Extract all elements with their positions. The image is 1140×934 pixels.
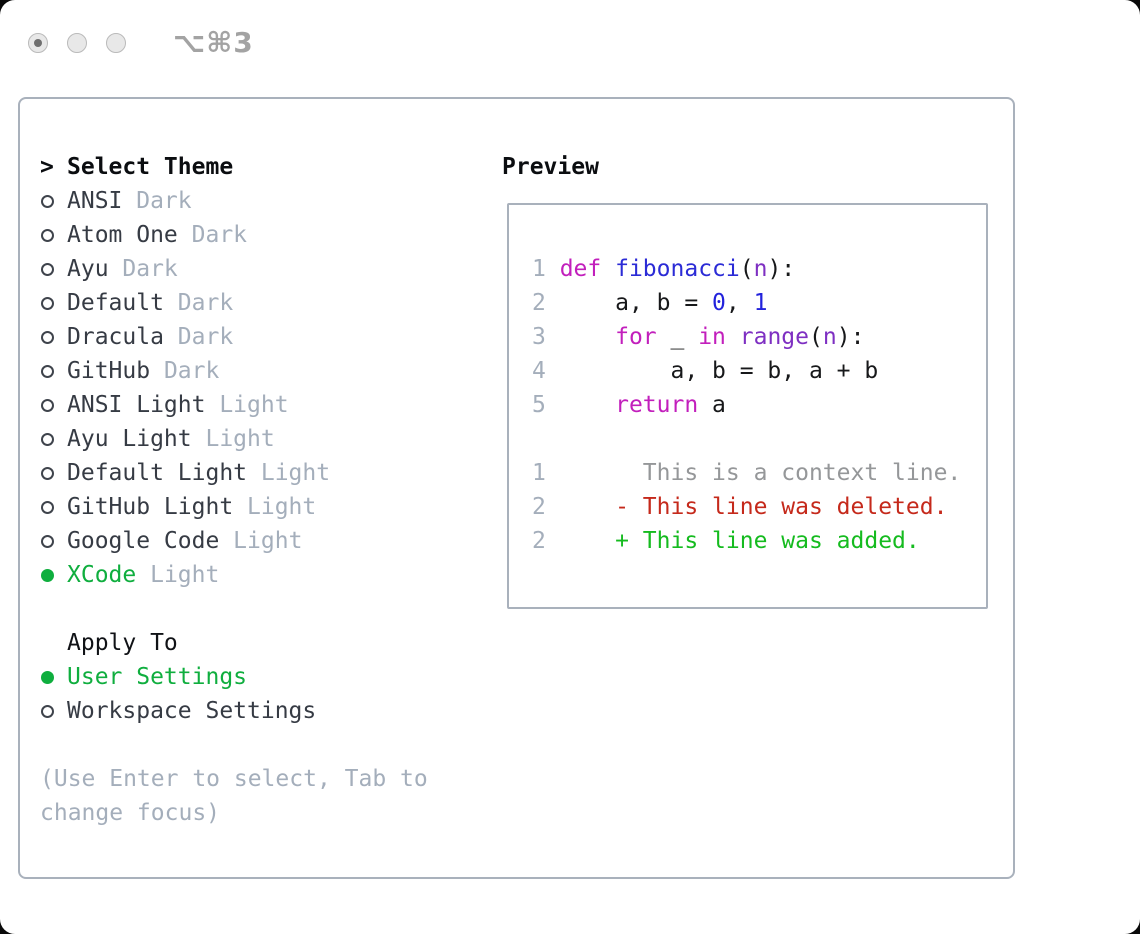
radio-unselected-icon	[40, 399, 67, 412]
radio-circle	[41, 433, 54, 446]
theme-name: GitHub Light	[67, 494, 234, 520]
radio-circle	[41, 365, 54, 378]
minimize-button[interactable]	[67, 33, 87, 53]
theme-name: Atom One	[67, 222, 178, 248]
theme-option-ansi-light[interactable]	[40, 388, 428, 422]
theme-variant-tag: Light	[205, 392, 289, 418]
apply-to-header-row	[40, 626, 428, 660]
line-number: 4	[532, 358, 560, 384]
code-token-del: - This line was deleted.	[615, 494, 948, 520]
theme-name: XCode	[67, 562, 137, 588]
theme-name: Ayu Light	[67, 426, 192, 452]
help-text-line-1	[40, 762, 428, 796]
code-token-pl	[560, 494, 615, 520]
radio-unselected-icon	[40, 195, 67, 208]
close-button[interactable]	[28, 33, 48, 53]
line-number: 3	[532, 324, 560, 350]
apply-option-name: User Settings	[67, 664, 248, 690]
code-token-kw: in	[698, 324, 726, 350]
theme-variant-tag: Dark	[108, 256, 178, 282]
radio-circle	[41, 535, 54, 548]
prompt-chevron: >	[40, 154, 54, 180]
theme-option-xcode[interactable]	[40, 558, 428, 592]
code-line	[532, 320, 986, 354]
line-number: 1	[532, 256, 560, 282]
radio-unselected-icon	[40, 535, 67, 548]
theme-variant-tag: Dark	[177, 222, 248, 248]
code-line	[532, 490, 986, 524]
code-token-kw: return	[615, 392, 699, 418]
code-line	[532, 524, 986, 558]
apply-option-name: Workspace Settings	[67, 698, 317, 724]
radio-circle	[41, 467, 54, 480]
code-blank-line	[532, 422, 986, 456]
theme-option-dracula[interactable]	[40, 320, 428, 354]
help-text-line-2	[40, 796, 428, 830]
line-number: 5	[532, 392, 560, 418]
theme-variant-tag: Dark	[163, 324, 234, 350]
code-token-pl: a, b =	[559, 290, 713, 316]
theme-list-header-row	[40, 150, 428, 184]
radio-circle	[41, 263, 54, 276]
code-token-pl	[560, 528, 615, 554]
spacer-row	[40, 592, 428, 626]
radio-unselected-icon	[40, 297, 67, 310]
line-number: 1	[532, 460, 560, 486]
theme-option-default[interactable]	[40, 286, 428, 320]
code-token-ctx: This is a context line.	[559, 460, 962, 486]
code-token-pl: a	[698, 392, 726, 418]
theme-variant-tag: Light	[233, 494, 317, 520]
theme-variant-tag: Light	[247, 460, 331, 486]
theme-variant-tag: Light	[219, 528, 303, 554]
radio-circle	[41, 671, 54, 684]
theme-option-github-light[interactable]	[40, 490, 428, 524]
radio-circle	[41, 705, 54, 718]
radio-unselected-icon	[40, 501, 67, 514]
code-token-pl	[560, 392, 615, 418]
code-token-pl: ):	[767, 256, 796, 282]
code-token-pl	[726, 324, 740, 350]
keyboard-shortcut-label: ⌥⌘3	[173, 26, 254, 59]
radio-unselected-icon	[40, 331, 67, 344]
theme-variant-tag: Light	[136, 562, 220, 588]
theme-option-ansi[interactable]	[40, 184, 428, 218]
help-text: (Use Enter to select, Tab to	[40, 766, 428, 792]
theme-name: Dracula	[67, 324, 164, 350]
code-token-pm: n	[753, 256, 768, 282]
theme-option-github[interactable]	[40, 354, 428, 388]
prompt-icon	[40, 154, 67, 180]
radio-circle	[41, 569, 54, 582]
titlebar	[28, 26, 254, 59]
line-number: 2	[532, 494, 560, 520]
theme-variant-tag: Dark	[150, 358, 220, 384]
radio-unselected-icon	[40, 263, 67, 276]
line-number: 2	[532, 528, 560, 554]
preview-header	[502, 150, 599, 184]
apply-option-user-settings[interactable]	[40, 660, 428, 694]
code-token-pl	[560, 324, 615, 350]
theme-variant-tag: Light	[191, 426, 275, 452]
theme-option-atom-one[interactable]	[40, 218, 428, 252]
theme-name: GitHub	[67, 358, 151, 384]
theme-option-google-code[interactable]	[40, 524, 428, 558]
theme-name: Default	[67, 290, 164, 316]
radio-unselected-icon	[40, 229, 67, 242]
code-token-pl: a, b = b, a + b	[559, 358, 879, 384]
theme-option-ayu[interactable]	[40, 252, 428, 286]
theme-name: Google Code	[67, 528, 220, 554]
code-token-pl: (	[809, 324, 823, 350]
theme-name: Ayu	[67, 256, 109, 282]
code-line	[532, 388, 986, 422]
radio-unselected-icon	[40, 433, 67, 446]
code-token-nm: 1	[753, 290, 768, 316]
theme-list-title: Select Theme	[67, 154, 234, 180]
apply-to-title: Apply To	[67, 630, 178, 656]
radio-selected-icon	[40, 569, 67, 582]
apply-option-workspace-settings[interactable]	[40, 694, 428, 728]
theme-name: Default Light	[67, 460, 248, 486]
radio-circle	[41, 195, 54, 208]
code-token-pl: ,	[725, 290, 754, 316]
code-preview-box	[507, 203, 988, 609]
code-token-pm: range	[739, 324, 809, 350]
code-token-fn: fibonacci	[615, 256, 740, 282]
code-token-nm: 0	[712, 290, 726, 316]
radio-circle	[41, 297, 54, 310]
radio-unselected-icon	[40, 705, 67, 718]
radio-circle	[41, 501, 54, 514]
code-token-pl: (	[739, 256, 754, 282]
code-line	[532, 286, 986, 320]
theme-option-ayu-light[interactable]	[40, 422, 428, 456]
theme-name: ANSI Light	[67, 392, 206, 418]
theme-picker-panel	[18, 97, 1015, 879]
code-token-pl: _	[656, 324, 699, 350]
theme-name: ANSI	[67, 188, 123, 214]
code-token-pl	[601, 256, 615, 282]
preview-title: Preview	[502, 154, 599, 180]
code-token-pl: ):	[836, 324, 865, 350]
theme-variant-tag: Dark	[163, 290, 234, 316]
line-number: 2	[532, 290, 560, 316]
theme-variant-tag: Dark	[122, 188, 192, 214]
code-line	[532, 456, 986, 490]
code-line	[532, 252, 986, 286]
radio-circle	[41, 229, 54, 242]
radio-unselected-icon	[40, 365, 67, 378]
code-line	[532, 354, 986, 388]
radio-unselected-icon	[40, 467, 67, 480]
code-token-pm: n	[822, 324, 837, 350]
code-token-kw: def	[559, 256, 602, 282]
code-token-add: + This line was added.	[615, 528, 920, 554]
spacer-row	[40, 728, 428, 762]
theme-option-default-light[interactable]	[40, 456, 428, 490]
radio-circle	[41, 399, 54, 412]
active-window-dot-icon	[34, 39, 42, 47]
code-token-kw: for	[615, 324, 657, 350]
radio-selected-icon	[40, 671, 67, 684]
radio-circle	[41, 331, 54, 344]
help-text: change focus)	[40, 800, 221, 826]
zoom-button[interactable]	[106, 33, 126, 53]
theme-list	[40, 150, 428, 830]
